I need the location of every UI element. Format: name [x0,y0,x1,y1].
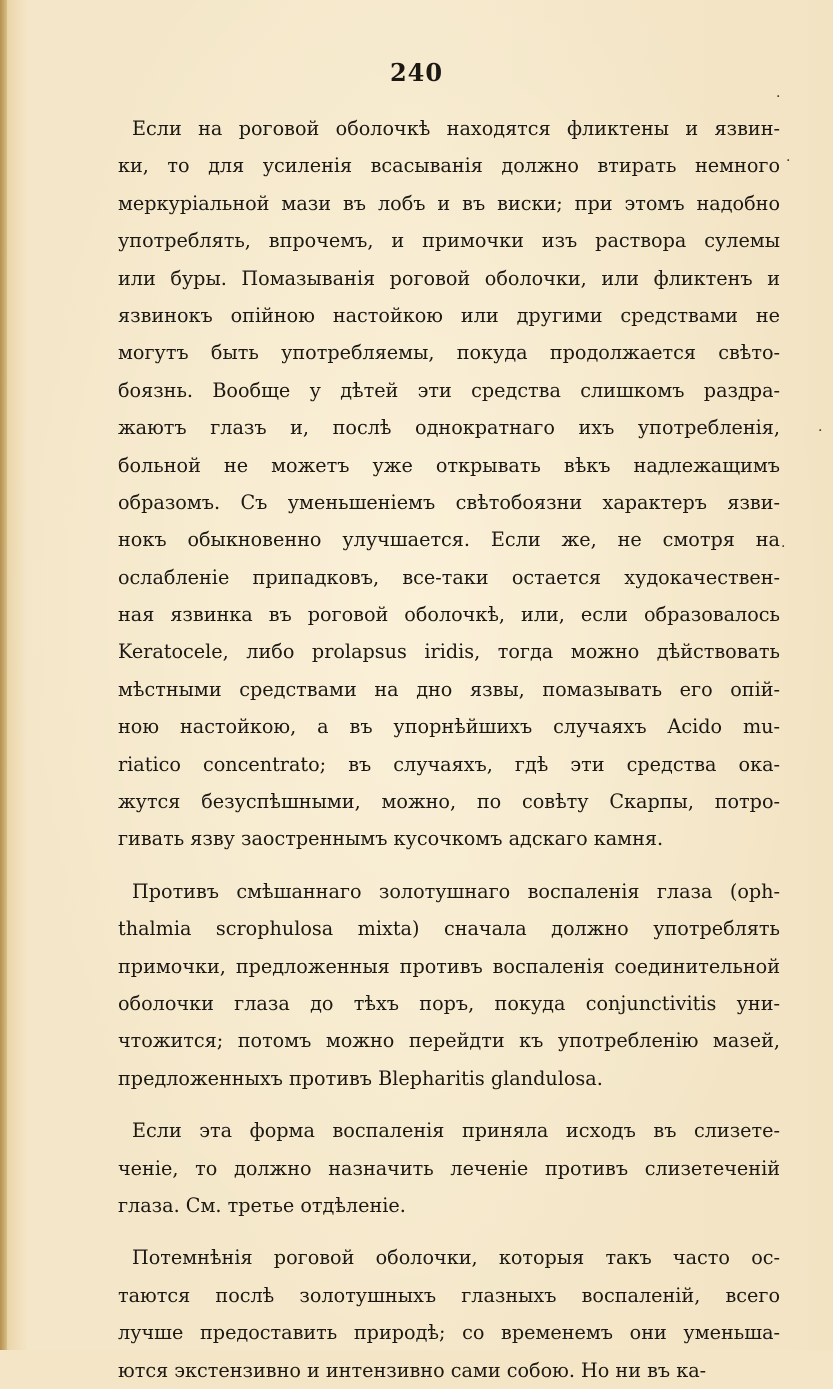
text-line: ослабленіе припадковъ, все-таки остается худокачествен- [118,565,780,589]
text-line: чтожится; потомъ можно перейдти къ употребленію мазей, [118,1029,780,1053]
text-line: употреблять, впрочемъ, и примочки изъ раствора сулемы [118,229,780,253]
ink-speck: · [818,423,823,439]
text-line: Потемнѣнія роговой оболочки, которыя такъ часто ос- [132,1246,780,1270]
text-line: жутся безуспѣшными, можно, по совѣту Скарпы, потро- [118,790,780,814]
text-line: ною настойкою, а въ упорнѣйшихъ случаяхъ Acido mu- [118,715,780,739]
text-line: thalmia scrophulosa mixta) сначала должно употреблять [118,917,780,941]
ink-speck: · [781,539,786,555]
text-line: жаютъ глазъ и, послѣ однократнаго ихъ употребленія, [118,416,780,440]
text-line: Keratocele, либо prolapsus iridis, тогда можно дѣйствовать [118,640,780,664]
text-line: нокъ обыкновенно улучшается. Если же, не смотря на [118,528,780,552]
page-left-edge [0,0,7,1350]
text-line: Противъ смѣшаннаго золотушнаго воспаленія глаза (oph- [132,879,780,903]
text-line: riatico concentrato; въ случаяхъ, гдѣ эти средства ока- [118,752,780,776]
text-line: лучше предоставить природѣ; со временемъ они уменьша- [118,1321,780,1345]
text-line: образомъ. Съ уменьшеніемъ свѣтобоязни характеръ язви- [118,490,780,514]
body-text [118,110,780,1389]
paragraph [118,1239,780,1389]
text-line: Если на роговой оболочкѣ находятся фликтены и язвин- [132,117,780,140]
page-number: 240 [389,58,444,87]
text-line: гивать язву заостреннымъ кусочкомъ адскаго камня. [118,827,664,851]
text-line: ются экстензивно и интензивно сами собою. Но ни въ ка- [118,1358,707,1382]
text-line: примочки, предложенныя противъ воспаленія соединительной [118,954,780,978]
text-line: Если эта форма воспаленія приняла исходъ въ слизете- [132,1119,780,1143]
text-line: ная язвинка въ роговой оболочкѣ, или, если образовалось [118,603,780,627]
text-line: язвинокъ опійною настойкою или другими средствами не [118,303,780,327]
text-line: ченіе, то должно назначить леченіе противъ слизетеченій [118,1156,780,1180]
text-line: больной не можетъ уже открывать вѣкъ надлежащимъ [118,453,780,477]
text-line: таются послѣ золотушныхъ глазныхъ воспаленій, всего [118,1283,780,1307]
paragraph [118,1112,780,1224]
ink-speck: · [786,153,791,169]
text-line: глаза. См. третье отдѣленіе. [118,1193,406,1217]
text-line: или буры. Помазыванія роговой оболочки, или фликтенъ и [118,266,780,290]
ink-speck: · [776,89,781,105]
paragraph [118,873,780,1097]
paragraph [118,110,780,858]
text-line: ки, то для усиленія всасыванія должно втирать немного [118,154,780,178]
text-line: боязнь. Вообще у дѣтей эти средства слишкомъ раздра- [118,378,780,402]
text-line: могутъ быть употребляемы, покуда продолжается свѣто- [118,341,780,365]
text-line: оболочки глаза до тѣхъ поръ, покуда conjunctivitis уни- [118,991,780,1015]
text-line: меркуріальной мази въ лобъ и въ виски; при этомъ надобно [118,191,780,215]
text-line: предложенныхъ противъ Blepharitis glandulosa. [118,1066,603,1090]
text-line: мѣстными средствами на дно язвы, помазывать его опій- [118,677,780,701]
